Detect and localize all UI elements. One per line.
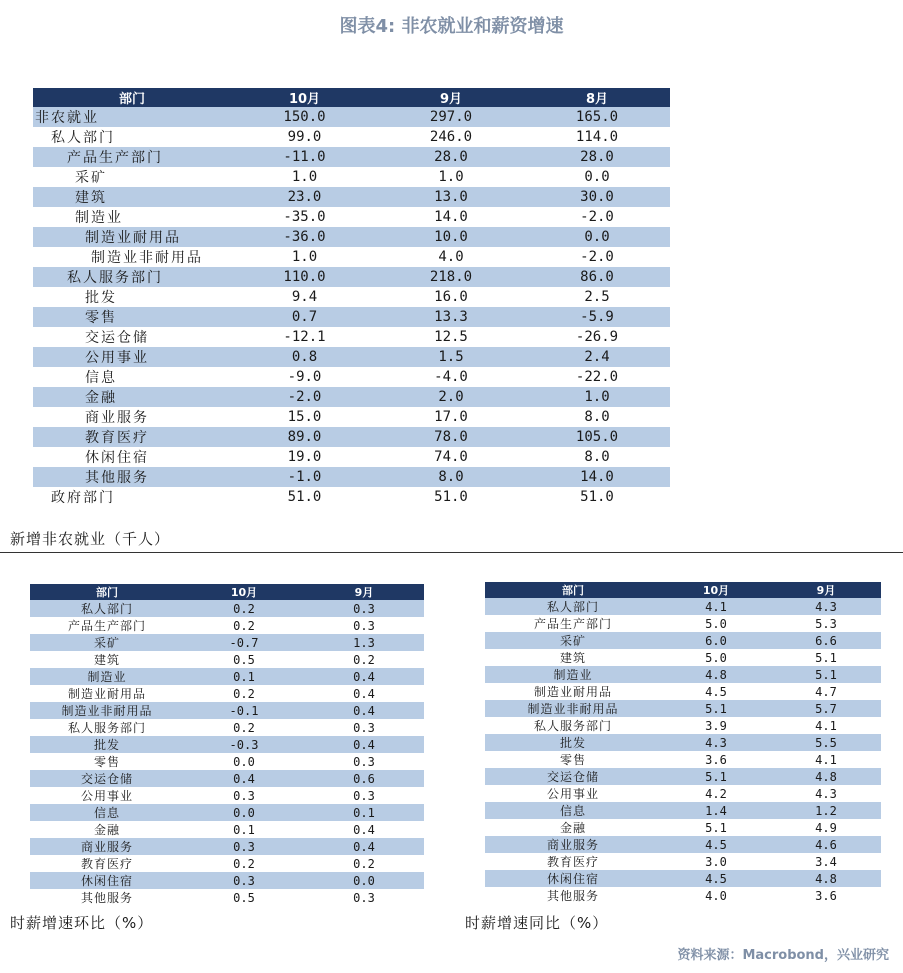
cell-value: 2.4 xyxy=(524,347,670,367)
cell-value: 4.9 xyxy=(815,820,837,835)
cell-value: -1.0 xyxy=(231,467,378,487)
table-row xyxy=(30,736,424,753)
table-row xyxy=(33,407,670,427)
cell-value: 1.4 xyxy=(661,802,771,819)
cell-value: -26.9 xyxy=(575,329,619,345)
row-label: 制造业 xyxy=(30,668,184,685)
cell-value: 10.0 xyxy=(378,227,524,247)
cell-value: 0.3 xyxy=(353,720,375,735)
table-row xyxy=(30,617,424,634)
column-header: 部门 xyxy=(96,586,118,599)
cell-value: 4.0 xyxy=(438,249,464,265)
cell-value: 0.0 xyxy=(304,872,424,889)
table-row xyxy=(33,307,670,327)
section-divider xyxy=(0,552,903,553)
cell-value: 8.0 xyxy=(584,449,610,465)
cell-value: 4.3 xyxy=(661,734,771,751)
row-label: 交运仓储 xyxy=(30,770,184,787)
row-label: 批发 xyxy=(485,734,661,751)
table-row xyxy=(485,615,881,632)
cell-value: 23.0 xyxy=(231,187,378,207)
row-label: 其他服务 xyxy=(80,891,133,905)
table-row xyxy=(30,804,424,821)
table-row xyxy=(33,367,670,387)
row-label: 采矿 xyxy=(485,632,661,649)
table-row xyxy=(33,387,670,407)
cell-value: 4.3 xyxy=(771,598,881,615)
table-row xyxy=(485,700,881,717)
table-row xyxy=(30,719,424,736)
table-row xyxy=(485,717,881,734)
cell-value: 3.6 xyxy=(705,752,727,767)
table-row xyxy=(485,853,881,870)
table-row xyxy=(30,685,424,702)
cell-value: -22.0 xyxy=(575,369,619,385)
cell-value: 8.0 xyxy=(378,467,524,487)
cell-value: 0.4 xyxy=(353,686,375,701)
row-label: 信息 xyxy=(485,802,661,819)
cell-value: 0.2 xyxy=(233,686,255,701)
table-row xyxy=(30,668,424,685)
cell-value: 4.8 xyxy=(771,768,881,785)
cell-value: 17.0 xyxy=(434,409,468,425)
wage-mom-table xyxy=(30,584,424,906)
cell-value: 6.0 xyxy=(661,632,771,649)
row-label: 私人服务部门 xyxy=(33,267,231,287)
row-label: 商业服务 xyxy=(30,838,184,855)
source-note: 资料来源：Macrobond，兴业研究 xyxy=(677,948,889,963)
row-label: 信息 xyxy=(85,370,117,386)
row-label: 其他服务 xyxy=(546,889,599,903)
table-row xyxy=(30,651,424,668)
cell-value: 0.3 xyxy=(353,890,375,905)
cell-value: 0.1 xyxy=(184,668,304,685)
cell-value: 0.6 xyxy=(304,770,424,787)
cell-value: 165.0 xyxy=(524,107,670,127)
cell-value: 1.3 xyxy=(304,634,424,651)
row-label: 制造业非耐用品 xyxy=(30,702,184,719)
cell-value: 1.2 xyxy=(771,802,881,819)
table-row xyxy=(33,247,670,267)
row-label: 零售 xyxy=(33,307,231,327)
cell-value: 5.7 xyxy=(771,700,881,717)
row-label: 私人服务部门 xyxy=(67,721,146,735)
cell-value: 246.0 xyxy=(429,129,473,145)
column-header: 8月 xyxy=(585,92,609,107)
column-header: 9月 xyxy=(439,92,463,107)
row-label: 公用事业 xyxy=(80,789,133,803)
table-row xyxy=(485,598,881,615)
cell-value: 4.1 xyxy=(815,752,837,767)
table-row xyxy=(30,600,424,617)
cell-value: 19.0 xyxy=(287,449,322,465)
table-row xyxy=(30,770,424,787)
cell-value: 28.0 xyxy=(524,147,670,167)
cell-value: -0.3 xyxy=(184,736,304,753)
row-label: 商业服务 xyxy=(485,836,661,853)
row-label: 休闲住宿 xyxy=(85,450,149,466)
row-label: 制造业 xyxy=(485,666,661,683)
table-row xyxy=(33,487,670,507)
cell-value: 0.0 xyxy=(233,754,255,769)
column-header: 10月 xyxy=(288,92,321,107)
table-row xyxy=(485,836,881,853)
cell-value: 0.4 xyxy=(184,770,304,787)
cell-value: 89.0 xyxy=(231,427,378,447)
cell-value: 51.0 xyxy=(287,489,322,505)
cell-value: 3.4 xyxy=(815,854,837,869)
cell-value: 4.8 xyxy=(771,870,881,887)
row-label: 私人服务部门 xyxy=(533,719,612,733)
row-label: 产品生产部门 xyxy=(67,619,146,633)
cell-value: 0.0 xyxy=(584,169,610,185)
row-label: 教育医疗 xyxy=(546,855,599,869)
cell-value: 0.3 xyxy=(353,618,375,633)
table-row xyxy=(33,267,670,287)
row-label: 金融 xyxy=(559,821,586,835)
row-label: 商业服务 xyxy=(85,410,149,426)
cell-value: 0.0 xyxy=(184,804,304,821)
cell-value: 8.0 xyxy=(584,409,610,425)
table-row xyxy=(485,683,881,700)
table-row xyxy=(33,347,670,367)
cell-value: 1.0 xyxy=(524,387,670,407)
row-label: 非农就业 xyxy=(33,107,231,127)
cell-value: 0.5 xyxy=(233,652,255,667)
row-label: 其他服务 xyxy=(33,467,231,487)
cell-value: 4.3 xyxy=(815,786,837,801)
column-header: 10月 xyxy=(702,584,730,597)
table-row xyxy=(33,127,670,147)
cell-value: 0.3 xyxy=(184,838,304,855)
cell-value: 4.1 xyxy=(661,598,771,615)
column-header: 9月 xyxy=(816,584,836,597)
table-row xyxy=(30,838,424,855)
row-label: 建筑 xyxy=(33,187,231,207)
table-header-row xyxy=(485,582,881,598)
cell-value: 4.0 xyxy=(705,888,727,903)
row-label: 交运仓储 xyxy=(85,330,149,346)
nonfarm-payrolls-table xyxy=(33,88,670,507)
cell-value: 218.0 xyxy=(378,267,524,287)
table-row xyxy=(485,751,881,768)
row-label: 批发 xyxy=(30,736,184,753)
row-label: 金融 xyxy=(33,387,231,407)
cell-value: -36.0 xyxy=(231,227,378,247)
cell-value: 1.0 xyxy=(291,249,318,265)
row-label: 制造业非耐用品 xyxy=(91,250,203,266)
table-row xyxy=(33,207,670,227)
cell-value: -5.9 xyxy=(524,307,670,327)
table-row xyxy=(485,649,881,666)
table-row xyxy=(33,227,670,247)
cell-value: 3.0 xyxy=(705,854,727,869)
cell-value: 15.0 xyxy=(287,409,322,425)
table-row xyxy=(33,447,670,467)
cell-value: -0.1 xyxy=(184,702,304,719)
row-label: 零售 xyxy=(93,755,120,769)
cell-value: -2.0 xyxy=(580,249,614,265)
cell-value: 0.2 xyxy=(353,856,375,871)
table-row xyxy=(30,753,424,770)
table-row xyxy=(30,702,424,719)
table-header-row xyxy=(33,88,670,107)
cell-value: 0.5 xyxy=(233,890,255,905)
cell-value: 4.6 xyxy=(771,836,881,853)
wage-mom-caption: 时薪增速环比（%） xyxy=(10,914,154,932)
cell-value: 13.0 xyxy=(378,187,524,207)
cell-value: 150.0 xyxy=(231,107,378,127)
row-label: 批发 xyxy=(85,290,117,306)
cell-value: 0.2 xyxy=(233,618,255,633)
cell-value: 0.3 xyxy=(353,754,375,769)
cell-value: 30.0 xyxy=(524,187,670,207)
figure-title: 图表4: 非农就业和薪资增速 xyxy=(339,16,564,37)
cell-value: 0.4 xyxy=(304,736,424,753)
table-row xyxy=(33,467,670,487)
wage-yoy-caption: 时薪增速同比（%） xyxy=(465,914,609,932)
cell-value: 4.1 xyxy=(815,718,837,733)
cell-value: 0.4 xyxy=(304,702,424,719)
table-row xyxy=(33,167,670,187)
cell-value: 1.0 xyxy=(438,169,464,185)
cell-value: 4.5 xyxy=(661,870,771,887)
table-row xyxy=(485,887,881,904)
cell-value: 28.0 xyxy=(378,147,524,167)
column-header: 10月 xyxy=(230,586,258,599)
cell-value: -35.0 xyxy=(283,209,326,225)
cell-value: 0.2 xyxy=(233,856,255,871)
row-label: 制造业耐用品 xyxy=(33,227,231,247)
row-label: 制造业耐用品 xyxy=(533,685,612,699)
cell-value: 0.7 xyxy=(231,307,378,327)
table-row xyxy=(30,821,424,838)
row-label: 休闲住宿 xyxy=(30,872,184,889)
cell-value: 114.0 xyxy=(575,129,619,145)
cell-value: 3.9 xyxy=(705,718,727,733)
cell-value: 0.2 xyxy=(184,600,304,617)
cell-value: 3.6 xyxy=(815,888,837,903)
cell-value: 74.0 xyxy=(434,449,468,465)
cell-value: 4.7 xyxy=(815,684,837,699)
table-row xyxy=(485,819,881,836)
cell-value: 2.5 xyxy=(584,289,610,305)
cell-value: 5.0 xyxy=(705,650,727,665)
table-row xyxy=(33,427,670,447)
cell-value: -4.0 xyxy=(434,369,468,385)
cell-value: 0.1 xyxy=(304,804,424,821)
cell-value: -2.0 xyxy=(580,209,614,225)
cell-value: 78.0 xyxy=(378,427,524,447)
cell-value: 51.0 xyxy=(434,489,468,505)
cell-value: 297.0 xyxy=(378,107,524,127)
column-header: 部门 xyxy=(562,584,584,597)
cell-value: 16.0 xyxy=(434,289,468,305)
row-label: 私人部门 xyxy=(485,598,661,615)
table-row xyxy=(30,872,424,889)
row-label: 金融 xyxy=(93,823,120,837)
nonfarm-caption: 新增非农就业（千人） xyxy=(10,530,171,548)
cell-value: -11.0 xyxy=(231,147,378,167)
column-header: 9月 xyxy=(354,586,374,599)
cell-value: 9.4 xyxy=(291,289,318,305)
cell-value: 5.1 xyxy=(705,820,727,835)
row-label: 采矿 xyxy=(30,634,184,651)
cell-value: 0.4 xyxy=(304,668,424,685)
cell-value: 4.8 xyxy=(661,666,771,683)
cell-value: 4.5 xyxy=(705,684,727,699)
row-label: 教育医疗 xyxy=(33,427,231,447)
cell-value: 0.0 xyxy=(524,227,670,247)
cell-value: 12.5 xyxy=(434,329,468,345)
row-label: 制造业 xyxy=(75,210,123,226)
column-header: 部门 xyxy=(118,92,145,107)
cell-value: 4.2 xyxy=(705,786,727,801)
table-row xyxy=(485,666,881,683)
table-row xyxy=(30,787,424,804)
cell-value: 6.6 xyxy=(771,632,881,649)
cell-value: 86.0 xyxy=(524,267,670,287)
cell-value: -9.0 xyxy=(287,369,322,385)
row-label: 制造业耐用品 xyxy=(67,687,146,701)
cell-value: -0.7 xyxy=(184,634,304,651)
cell-value: 5.1 xyxy=(815,650,837,665)
cell-value: 14.0 xyxy=(524,467,670,487)
row-label: 私人部门 xyxy=(51,130,115,146)
cell-value: 1.5 xyxy=(378,347,524,367)
row-label: 交运仓储 xyxy=(485,768,661,785)
table-row xyxy=(485,734,881,751)
cell-value: 14.0 xyxy=(434,209,468,225)
cell-value: 5.0 xyxy=(705,616,727,631)
cell-value: 110.0 xyxy=(231,267,378,287)
cell-value: 0.3 xyxy=(304,600,424,617)
table-row xyxy=(30,855,424,872)
table-row xyxy=(30,634,424,651)
row-label: 公用事业 xyxy=(33,347,231,367)
table-row xyxy=(485,870,881,887)
table-row xyxy=(33,107,670,127)
cell-value: 0.1 xyxy=(233,822,255,837)
table-row xyxy=(485,768,881,785)
cell-value: 99.0 xyxy=(287,129,322,145)
row-label: 政府部门 xyxy=(51,490,115,506)
table-row xyxy=(33,147,670,167)
cell-value: 0.3 xyxy=(353,788,375,803)
row-label: 制造业非耐用品 xyxy=(485,700,661,717)
cell-value: 0.2 xyxy=(353,652,375,667)
cell-value: 105.0 xyxy=(524,427,670,447)
wage-yoy-table xyxy=(485,582,881,904)
cell-value: 5.1 xyxy=(661,768,771,785)
table-row xyxy=(33,287,670,307)
row-label: 产品生产部门 xyxy=(533,617,612,631)
cell-value: 51.0 xyxy=(580,489,614,505)
table-header-row xyxy=(30,584,424,600)
row-label: 信息 xyxy=(30,804,184,821)
row-label: 公用事业 xyxy=(546,787,599,801)
cell-value: 0.4 xyxy=(304,838,424,855)
table-row xyxy=(33,327,670,347)
table-row xyxy=(485,632,881,649)
cell-value: 4.5 xyxy=(661,836,771,853)
cell-value: 1.0 xyxy=(291,169,318,185)
cell-value: 2.0 xyxy=(378,387,524,407)
row-label: 建筑 xyxy=(93,653,120,667)
cell-value: -12.1 xyxy=(283,329,326,345)
row-label: 私人部门 xyxy=(30,600,184,617)
row-label: 产品生产部门 xyxy=(33,147,231,167)
table-row xyxy=(485,785,881,802)
cell-value: -2.0 xyxy=(231,387,378,407)
row-label: 建筑 xyxy=(559,651,586,665)
cell-value: 0.3 xyxy=(233,788,255,803)
cell-value: 13.3 xyxy=(378,307,524,327)
row-label: 休闲住宿 xyxy=(485,870,661,887)
cell-value: 0.4 xyxy=(353,822,375,837)
cell-value: 5.3 xyxy=(815,616,837,631)
cell-value: 0.8 xyxy=(231,347,378,367)
row-label: 采矿 xyxy=(75,170,107,186)
cell-value: 5.1 xyxy=(661,700,771,717)
cell-value: 0.2 xyxy=(233,720,255,735)
row-label: 零售 xyxy=(559,753,586,767)
table-row xyxy=(30,889,424,906)
row-label: 教育医疗 xyxy=(80,857,133,871)
cell-value: 5.5 xyxy=(771,734,881,751)
cell-value: 5.1 xyxy=(771,666,881,683)
table-row xyxy=(485,802,881,819)
table-row xyxy=(33,187,670,207)
cell-value: 0.3 xyxy=(184,872,304,889)
